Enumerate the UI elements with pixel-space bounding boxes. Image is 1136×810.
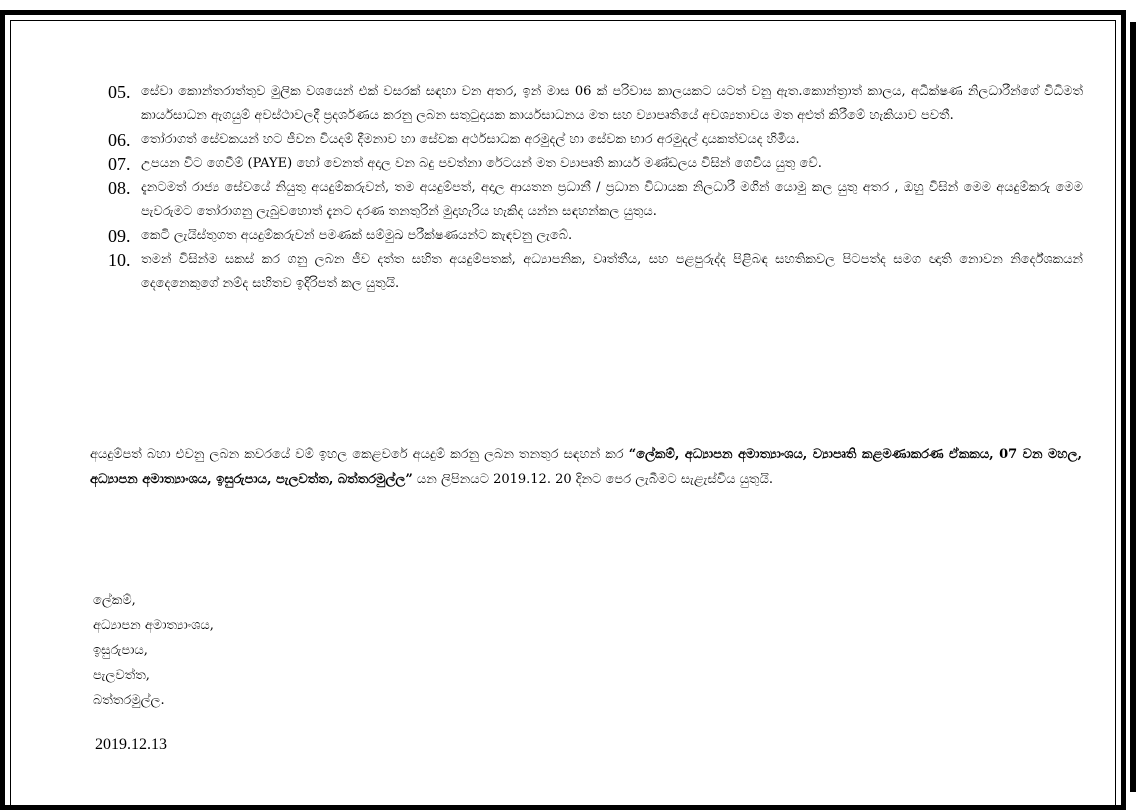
submission-address: “ලේකම්, අධ්‍යාපන අමාත්‍යාංශය, ව්‍යාපෘති කළමණාකරණ ඒකකය, 07 වන මහල, අධ්‍යාපන අමාත්‍යාංශය, ඉසුරුපාය, පැලවත්ත, බත්තරමුල්ල” <box>90 447 1082 487</box>
condition-item-05 <box>108 80 1083 128</box>
condition-text: සේවා කොන්තරාත්තුව මුලික වශයෙන් එක් වසරක් සඳහා වන අතර, ඉන් මාස 06 ක් පරිවාස කාලයකට යටත් වනු ඇත.කොන්ත්‍රාත් කාලය, අධීක්ෂණ නිලධාරීන්ගේ විධිමත් කාර්යසාධන ඇගයුම් අවස්ථාවලදී ප්‍රදර්ශණය කරනු ලබන සතුටුදායක කාර්යසාධනය මත සහ ව්‍යාපෘතියේ අවශ්‍යතාවය මත අළුත් කිරීමේ හැකියාව පවතී. <box>141 84 1083 123</box>
instruction-suffix: යන ලිපිනයට 2019.12. 20 දිනට පෙර ලැබීමට සැළැස්විය යුතුයි. <box>412 472 773 487</box>
condition-item-07 <box>108 152 1083 176</box>
condition-number: 05. <box>108 82 131 102</box>
condition-text: උපයන විට ගෙවීම් (PAYE) හෝ වෙනත් අදාල වන බදු පවත්නා රේටයන් මත ව්‍යාපෘති කාර්ය මණ්ඩලය විසින් ගෙවිය යුතු වේ. <box>141 156 822 171</box>
condition-text: දැනටමත් රාජ්‍ය සේවයේ නියුතු අයදුම්කරුවන්, තම අයදුම්පත්, අදාල ආයතන ප්‍රධානී / ප්‍රධාන විධායක නිලධාරී මගින් යොමු කල යුතු අතර , ඔහු විසින් මෙම අයදුම්කරු මෙම පැවරුමට තෝරාගනු ලැබුවහොත් දැනට දරණ තනතුරින් මුදාහැරිය හැකිද යන්න සඳහන්කල යුතුය. <box>141 180 1083 219</box>
condition-number: 06. <box>108 130 131 150</box>
signature-block <box>93 588 214 713</box>
instruction-prefix: අයදුම්පත් බහා එවනු ලබන කවරයේ වම් ඉහල කෙළවරේ අයදුම් කරනු ලබන තනතුර සඳහන් කර <box>90 447 629 462</box>
condition-item-08 <box>108 176 1083 224</box>
condition-item-06 <box>108 128 1083 152</box>
condition-item-09 <box>108 224 1083 248</box>
signature-city: බත්තරමුල්ල. <box>93 693 165 708</box>
condition-text: කෙටි ලැයිස්තුගත අයදුම්කරුවන් පමණක් සම්මුඛ පරීක්ෂණයන්ට කැඳවනු ලැබේ. <box>141 228 573 243</box>
signature-ministry: අධ්‍යාපන අමාත්‍යාංශය, <box>93 618 214 633</box>
signature-title: ලේකම්, <box>93 593 136 608</box>
submission-instruction <box>90 442 1082 492</box>
signature-building: ඉසුරුපාය, <box>93 643 148 658</box>
condition-item-10 <box>108 248 1083 296</box>
condition-text: තමන් විසින්ම සකස් කර ගනු ලබන ජීව දත්ත සහිත අයදුම්පතක්, අධ්‍යාපනික, වෘත්තීය, සහ පළපුරුද්ද පිළිබඳ සහතිකවල පිටපත්ද සමග ඥාති නොවන නිර්දේශකයන් දෙදෙනෙකුගේ නම්ද සහිතව ඉදිරිපත් කල යුතුයි. <box>141 252 1083 291</box>
condition-number: 09. <box>108 226 131 246</box>
condition-number: 10. <box>108 250 131 270</box>
condition-text: තෝරාගත් සේවකයන් හට ජීවන වියදම් දීමනාව හා සේවක අර්ථසාධක අරමුදල් හා සේවක භාර අරමුදල් දායකත්වයද හිමිය. <box>141 132 800 147</box>
signature-area: පැලවත්ත, <box>93 668 150 683</box>
conditions-list <box>108 80 1083 296</box>
condition-number: 08. <box>108 178 131 198</box>
document-date: 2019.12.13 <box>95 736 167 753</box>
condition-number: 07. <box>108 154 131 174</box>
